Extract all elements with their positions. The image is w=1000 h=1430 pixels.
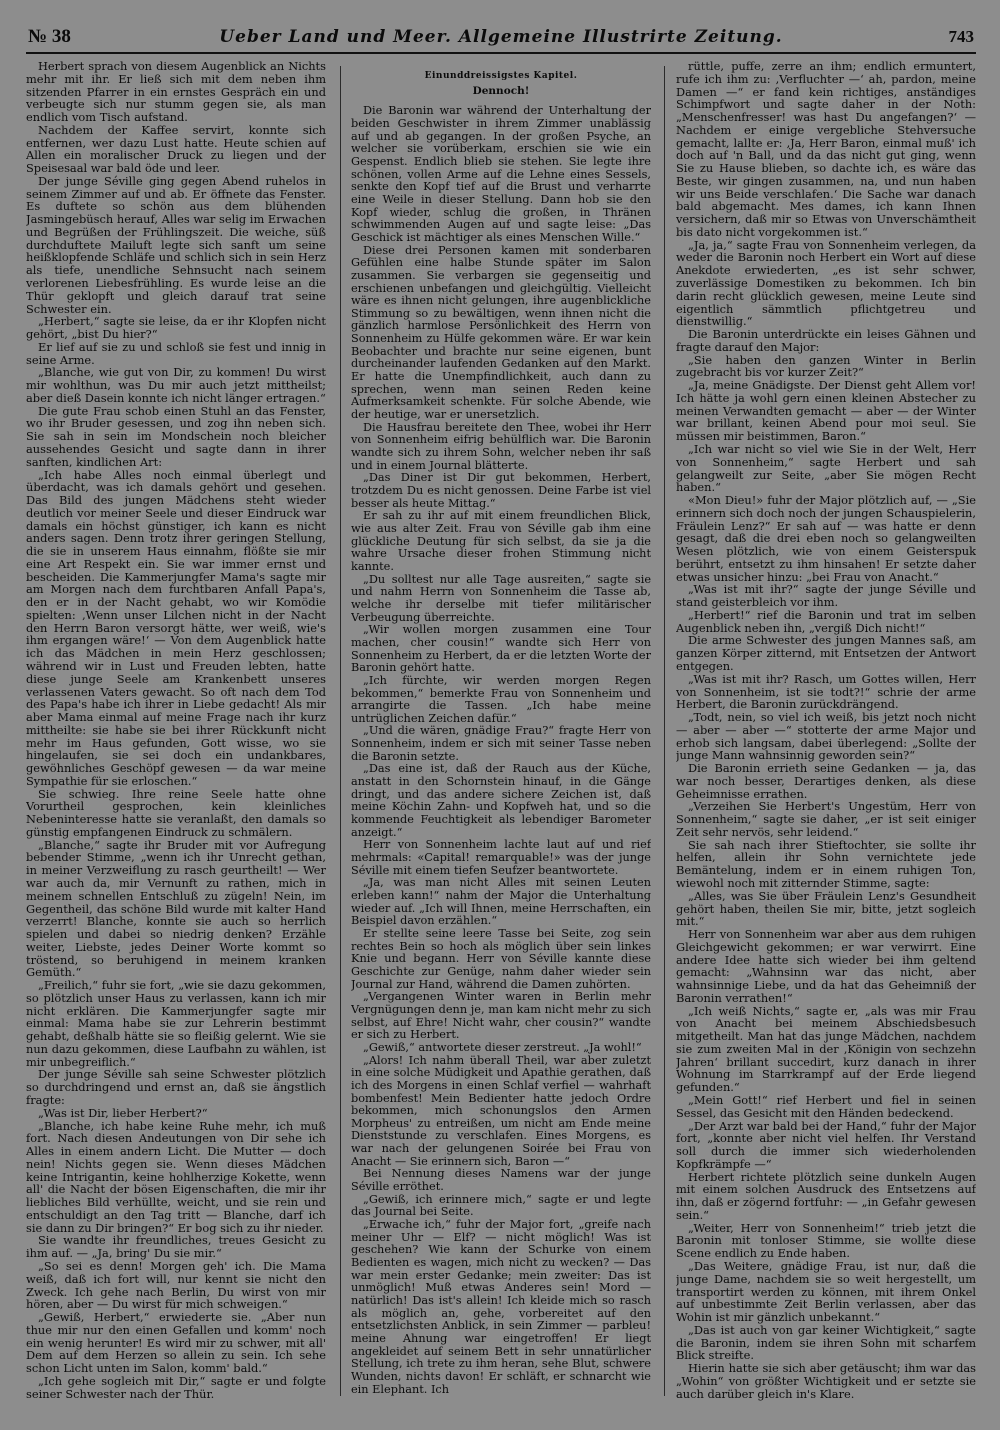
paragraph: „Das ist auch von gar keiner Wichtigkeit,“ sagte die Baronin, indem sie ihren Sohn mit scharfem Blick streifte. bbox=[676, 1322, 976, 1363]
chapter-subtitle: Dennoch! bbox=[472, 84, 530, 97]
chapter-body bbox=[351, 105, 651, 1396]
paragraph: Herr von Sonnenheim war aber aus dem ruhigen Gleichgewicht gekommen; er war verwirrt. Eine andere Idee hatte sich wieder bei ihm geltend gemacht: „Wahnsinn war das nicht, aber wahnsinnige Liebe, und da hat das Geheimniß der Baronin verrathen!“ bbox=[676, 927, 976, 1005]
paragraph: „Gewiß, ich erinnere mich,“ sagte er und legte das Journal bei Seite. bbox=[351, 1192, 651, 1219]
paragraph: „Wir wollen morgen zusammen eine Tour machen, cher cousin!“ wandte sich Herr von Sonnenheim zu Herbert, da er die letzten Worte der Baronin gehört hatte. bbox=[351, 623, 651, 675]
paragraph: „Was ist Dir, lieber Herbert?“ bbox=[38, 1105, 208, 1120]
paragraph: „Der Arzt war bald bei der Hand,“ fuhr der Major fort, „konnte aber nicht viel helfen. Ihr Verstand soll durch die immer sich wiederholenden Kopfkrämpfe —“ bbox=[676, 1118, 976, 1171]
paragraph: „Weiter, Herr von Sonnenheim!“ trieb jetzt die Baronin mit tonloser Stimme, sie wollte diese Scene endlich zu Ende haben. bbox=[676, 1220, 976, 1261]
paragraph: „Das Diner ist Dir gut bekommen, Herbert, trotzdem Du es nicht genossen. Deine Farbe ist viel besser als heute Mittag.“ bbox=[351, 471, 651, 510]
paragraph: Sie wandte ihr freundliches, treues Gesicht zu ihm auf. — „Ja, bring' Du sie mir.“ bbox=[26, 1233, 326, 1261]
paragraph: «Mon Dieu!» fuhr der Major plötzlich auf, — „Sie erinnern sich doch noch der jungen Schauspielerin, Fräulein Lenz?“ Er sah auf — was hatte er denn gesagt, daß die drei eben noch so gelangweilten Wesen plötzlich, wie von einem Geisterspuk berührt, entsetzt zu ihm hinsahen! Er setzte daher etwas unsicher hinzu: „bei Frau von Anacht.“ bbox=[676, 493, 976, 584]
paragraph: „Das eine ist, daß der Rauch aus der Küche, anstatt in den Schornstein hinauf, in die Gänge dringt, und das andere sichere Zeichen ist, daß meine Köchin Zahn- und Kopfweh hat, und so die kommende Feuchtigkeit als lebendiger Barometer anzeigt.“ bbox=[351, 762, 651, 839]
paragraph: „Blanche, ich habe keine Ruhe mehr, ich muß fort. Nach diesen Andeutungen von Dir sehe ich Alles in einem andern Licht. Die Mutter — doch nein! Nichts gegen sie. Wenn dieses Mädchen keine Intrigantin, keine hohlherzige Kokette, wenn all' die Nacht der bösen Eigenschaften, die mir ihr liebliches Bild verhüllte, weicht, und sie rein und entschuldigt an den Tag tritt — Blanche, darf ich sie dann zu Dir bringen?“ Er bog sich zu ihr nieder. bbox=[26, 1118, 326, 1235]
paragraph: rüttle, puffe, zerre an ihm; endlich ermuntert, rufe ich ihm zu: ‚Verfluchter —‘ ah, pardon, meine Damen —“ er fand kein richtiges, anständiges Schimpfwort und sagte daher in der Noth: „Menschenfresser! was hast Du angefangen?‘ — Nachdem er einige vergebliche Stehversuche gemacht, lallte er: ‚Ja, Herr Baron, einmal muß' ich doch auf 'n Ball, und da das nicht gut ging, wenn Sie zu Hause blieben, so dachte ich, es wäre das Beste, wir gingen zusammen, na, und nun haben wir uns Beide verschlafen.‘ Die Sache war danach bald abgemacht. Mes dames, ich kann Ihnen versichern, daß mir so Etwas von Unverschämtheit bis dato nicht vorgekommen ist.“ bbox=[676, 60, 976, 239]
paragraph: „Was ist mit ihr?“ sagte der junge Séville und stand geisterbleich vor ihm. bbox=[676, 582, 976, 610]
paragraph: „Ja, ja,“ sagte Frau von Sonnenheim verlegen, da weder die Baronin noch Herbert ein Wort auf diese Anekdote erwiederten, „es ist sehr schwer, zuverlässige Domestiken zu bekommen. Ich bin darin recht glücklich gewesen, meine Leute sind eigentlich sämmtlich pflichtgetreu und dienstwillig.“ bbox=[676, 237, 976, 329]
paragraph: „Ich habe Alles noch einmal überlegt und überdacht, was ich damals gehört und gesehen. Das Bild des jungen Mädchens steht wieder deutlich vor meiner Seele und dieser Eindruck war damals ein höchst günstiger, ich kann es nicht anders sagen. Denn trotz ihrer geringen Stellung, die sie in unserem Haus einnahm, flößte sie mir eine Art Respekt ein. Sie war immer ernst und bescheiden. Die Kammerjungfer Mama's sagte mir am Morgen nach dem furchtbaren Anfall Papa's, den er in der Nacht gehabt, wo wir Komödie spielten: ‚Wenn unser Lilchen nicht in der Nacht den Herrn Baron versorgt hätte, wer weiß, wie's ihm ergangen wäre!‘ — Von dem Augenblick hatte ich das Mädchen in mein Herz geschlossen; während wir in Lust und Freuden lebten, hatte diese junge Seele am Krankenbett unseres verlassenen Vaters gewacht. So oft nach dem Tod des Papa's habe ich ihrer in Liebe gedacht! Als mir aber Mama einmal auf meine Frage nach ihr kurz mittheilte: sie habe sie bei ihrer Rückkunft nicht mehr im Haus gefunden, Gott wisse, wo sie hingelaufen, sie sei doch ein undankbares, gewöhnliches Geschöpf gewesen — da war meine Sympathie für sie erloschen.“ bbox=[26, 467, 326, 788]
paragraph: Die Baronin unterdrückte ein leises Gähnen und fragte darauf den Major: bbox=[676, 327, 976, 354]
paragraph: Die Baronin war während der Unterhaltung der beiden Geschwister in ihrem Zimmer unablässig auf und ab gegangen. In der großen Psyche, an welcher sie vorüberkam, erschien sie wie ein Gespenst. Endlich blieb sie stehen. Sie legte ihre schönen, vollen Arme auf die Lehne eines Sessels, senkte den Kopf tief auf die Brust und verharrte eine Weile in dieser Stellung. Dann hob sie den Kopf wieder, schlug die großen, in Thränen schwimmenden Augen auf und sagte leise: „Das Geschick ist mächtiger als eines Menschen Wille.“ bbox=[351, 104, 651, 244]
column-right bbox=[676, 60, 976, 1405]
paragraph: „Ich gehe sogleich mit Dir,“ sagte er und folgte seiner Schwester nach der Thür. bbox=[26, 1373, 326, 1401]
paragraph: Sie sah nach ihrer Stieftochter, sie sollte ihr helfen, allein ihr Sohn vernichtete jede Bemäntelung, indem er in einem ruhigen Ton, wiewohl noch mit zitternder Stimme, sagte: bbox=[676, 837, 976, 890]
paragraph: „Gewiß, Herbert,“ erwiederte sie. „Aber nun thue mir nur den einen Gefallen und komm' noch ein wenig herunter! Es wird mir zu schwer, mit all' Dem auf dem Herzen so allein zu sein. Ich sehe schon Licht unten im Salon, komm' bald.“ bbox=[26, 1310, 326, 1376]
paragraph: Hierin hatte sie sich aber getäuscht; ihm war das „Wohin“ von größter Wichtigkeit und er setzte sie auch darüber gleich in's Klare. bbox=[676, 1361, 976, 1401]
text-columns bbox=[26, 60, 976, 1405]
paragraph: „Vergangenen Winter waren in Berlin mehr Vergnügungen denn je, man kam nicht mehr zu sich selbst, auf Ehre! Nicht wahr, cher cousin?“ wandte er sich zu Herbert. bbox=[351, 990, 651, 1042]
paragraph: „Blanche,“ sagte ihr Bruder mit vor Aufregung bebender Stimme, „wenn ich ihr Unrecht gethan, in meiner Verzweiflung zu rasch geurtheilt! — Wer war auch da, mir Vernunft zu rathen, mich in meinem schnellen Entschluß zu zügeln! Nein, im Gegentheil, das schöne Bild wurde mit kalter Hand verzerrt! Blanche, konnte sie auch so herrlich spielen und dabei so niedrig denken? Erzähle weiter, Liebste, jedes Deiner Worte kommt so tröstend, so beruhigend in meinem kranken Gemüth.“ bbox=[26, 837, 326, 980]
paragraph: „Alles, was Sie über Fräulein Lenz's Gesundheit gehört haben, theilen Sie mir, bitte, jetzt sogleich mit.“ bbox=[676, 888, 976, 929]
masthead bbox=[26, 24, 976, 54]
paragraph: Er stellte seine leere Tasse bei Seite, zog sein rechtes Bein so hoch als möglich über sein linkes Knie und begann. Herr von Séville kannte diese Geschichte zur Genüge, nahm daher wieder sein Journal zur Hand, während die Damen zuhörten. bbox=[351, 926, 651, 991]
column-middle bbox=[351, 60, 651, 1405]
paragraph: „Verzeihen Sie Herbert's Ungestüm, Herr von Sonnenheim,“ sagte sie daher, „er ist seit einiger Zeit sehr nervös, sehr leidend.“ bbox=[676, 799, 976, 839]
paragraph: „So sei es denn! Morgen geh' ich. Die Mama weiß, daß ich fort will, nur kennt sie nicht den Zweck. Ich gehe nach Berlin, Du wirst von mir hören, aber — Du wirst für mich schweigen.“ bbox=[26, 1258, 326, 1312]
chapter-title: Einunddreissigstes Kapitel. bbox=[424, 71, 578, 81]
paragraph: „Gewiß,“ antwortete dieser zerstreut. „Ja wohl!“ bbox=[363, 1040, 642, 1054]
column-left bbox=[26, 60, 326, 1405]
paragraph: „Freilich,“ fuhr sie fort, „wie sie dazu gekommen, so plötzlich unser Haus zu verlassen, kann ich mir nicht erklären. Die Kammerjungfer sagte mir einmal: Mama habe sie zur Lehrerin bestimmt gehabt, deßhalb hätte sie so fleißig gelernt. Wie sie nun dazu gekommen, diese Laufbahn zu wählen, ist mir unbegreiflich.“ bbox=[26, 978, 326, 1069]
paragraph: Die Baronin errieth seine Gedanken — ja, das war noch besser, Derartiges denken, als diese Geheimnisse errathen. bbox=[676, 761, 976, 801]
paragraph: Er sah zu ihr auf mit einem freundlichen Blick, wie aus alter Zeit. Frau von Séville gab ihm eine glückliche Deutung für sich selbst, da sie ja die wahre Ursache dieser frohen Stimmung nicht kannte. bbox=[351, 509, 651, 573]
paragraph: Die gute Frau schob einen Stuhl an das Fenster, wo ihr Bruder gesessen, und zog ihn neben sich. Sie sah in sein im Mondschein noch bleicher aussehendes Gesicht und sagte dann in ihrer sanften, kindlichen Art: bbox=[26, 403, 326, 469]
paragraph: Der junge Séville sah seine Schwester plötzlich so durchdringend und ernst an, daß sie ängstlich fragte: bbox=[26, 1067, 326, 1108]
paragraph: Herr von Sonnenheim lachte laut auf und rief mehrmals: «Capital! remarquable!» was der junge Séville mit einem tiefen Seufzer beantwortete. bbox=[351, 838, 651, 877]
paragraph: „Alors! Ich nahm überall Theil, war aber zuletzt in eine solche Müdigkeit und Apathie gerathen, daß ich des Morgens in einen Schlaf verfiel — wahrhaft bombenfest! Mein Bedienter hatte jedoch Ordre bekommen, mich schonungslos den Armen Morpheus' zu entreißen, um nicht am Ende meine Dienststunde zu verschlafen. Eines Morgens, es war nach der gelungenen Soirée bei Frau von Anacht — Sie erinnern sich, Baron —“ bbox=[351, 1053, 651, 1168]
paragraph: Nachdem der Kaffee servirt, konnte sich entfernen, wer dazu Lust hatte. Heute schien auf Allen ein moralischer Druck zu liegen und der Speisesaal war bald öde und leer. bbox=[26, 122, 326, 176]
paragraph: Herbert richtete plötzlich seine dunkeln Augen mit einem solchen Ausdruck des Entsetzens auf ihn, daß er zögernd fortfuhr: — „in Gefahr gewesen sein.“ bbox=[676, 1169, 976, 1222]
paragraph: „Mein Gott!“ rief Herbert und fiel in seinen Sessel, das Gesicht mit den Händen bedeckend. bbox=[676, 1093, 976, 1120]
paragraph: „Sie haben den ganzen Winter in Berlin zugebracht bis vor kurzer Zeit?“ bbox=[676, 352, 976, 380]
paragraph: „Was ist mit ihr? Rasch, um Gottes willen, Herr von Sonnenheim, ist sie todt?!“ schrie der arme Herbert, die Baronin zurückdrängend. bbox=[676, 671, 976, 712]
page-number: 743 bbox=[948, 27, 974, 46]
paragraph: „Ja, was man nicht Alles mit seinen Leuten erleben kann!“ nahm der Major die Unterhaltung wieder auf. „Ich will Ihnen, meine Herrschaften, ein Beispiel davon erzählen.“ bbox=[351, 876, 651, 928]
paragraph: „Ja, meine Gnädigste. Der Dienst geht Allem vor! Ich hätte ja wohl gern einen kleinen Abstecher zu meinen Verwandten gemacht — aber — der Winter war brillant, keinen Abend pour moi seul. Sie müssen mir beistimmen, Baron.“ bbox=[676, 378, 976, 444]
column-divider bbox=[664, 66, 665, 1396]
paragraph: „Und die wären, gnädige Frau?“ fragte Herr von Sonnenheim, indem er sich mit seiner Tasse neben die Baronin setzte. bbox=[351, 724, 651, 763]
paragraph: Sie schwieg. Ihre reine Seele hatte ohne Vorurtheil gesprochen, kein kleinliches Nebeninteresse hatte sie veranlaßt, den damals so günstig empfangenen Eindruck zu schmälern. bbox=[26, 786, 326, 839]
paragraph: „Erwache ich,“ fuhr der Major fort, „greife nach meiner Uhr — Elf? — nicht möglich! Was ist geschehen? Wie kann der Schurke von einem Bedienten es wagen, mich nicht zu wecken? — Das war mein erster Gedanke; mein zweiter: Das ist unmöglich! Muß etwas Anderes sein! Mord — natürlich! Das ist's allein! Ich kleide mich so rasch als möglich an, gehe, vorbereitet auf den entsetzlichsten Anblick, in sein Zimmer — parbleu! meine Ahnung war eingetroffen! Er liegt angekleidet auf seinem Bett in sehr unnatürlicher Stellung, ich trete zu ihm heran, sehe Blut, schwere Wunden, nichts davon! Er schläft, er schnarcht wie ein Elephant. Ich bbox=[351, 1218, 651, 1396]
paragraph: „Herbert!“ rief die Baronin und trat im selben Augenblick neben ihn, „vergiß Dich nicht!“ bbox=[676, 607, 976, 635]
paragraph: „Blanche, wie gut von Dir, zu kommen! Du wirst mir wohlthun, was Du mir auch jetzt mittheilst; aber dieß Dasein konnte ich nicht länger ertragen.“ bbox=[26, 365, 326, 405]
paragraph: „Herbert,“ sagte sie leise, da er ihr Klopfen nicht gehört, „bist Du hier?“ bbox=[26, 314, 326, 342]
paragraph: Herbert sprach von diesem Augenblick an Nichts mehr mit ihr. Er ließ sich mit dem neben ihm sitzenden Pfarrer in ein ernstes Gespräch ein und verbeugte sich nur stumm gegen sie, als man endlich vom Tisch aufstand. bbox=[26, 60, 326, 125]
newspaper-title: Ueber Land und Meer. Allgemeine Illustrirte Zeitung. bbox=[219, 27, 783, 47]
issue-number: № 38 bbox=[28, 26, 71, 47]
paragraph: „Ich weiß Nichts,“ sagte er, „als was mir Frau von Anacht bei meinem Abschiedsbesuch mitgetheilt. Man hat das junge Mädchen, nachdem sie zum zweiten Mal in der ‚Königin von sechzehn Jahren‘ brillant succedirt, kurz danach in ihrer Wohnung im Starrkrampf auf der Erde liegend gefunden.“ bbox=[676, 1003, 976, 1095]
column-divider bbox=[340, 66, 341, 1396]
paragraph: Der junge Séville ging gegen Abend ruhelos in seinem Zimmer auf und ab. Er öffnete das Fenster. Es duftete so schön aus dem blühenden Jasmingebüsch herauf, Alles war selig im Erwachen und Begrüßen der Frühlingszeit. Die weiche, süß durchduftete Mailuft legte sich sanft um seine heißklopfende Schläfe und schlich sich in sein Herz als tiefe, unendliche Sehnsucht nach seinem verlorenen Liebesfrühling. Es wurde leise an die Thür geklopft und gleich darauf trat seine Schwester ein. bbox=[26, 173, 326, 316]
paragraph: Die arme Schwester des jungen Mannes saß, am ganzen Körper zitternd, mit Entsetzen der Antwort entgegen. bbox=[676, 633, 976, 673]
paragraph: Er lief auf sie zu und schloß sie fest und innig in seine Arme. bbox=[26, 339, 326, 367]
paragraph: „Todt, nein, so viel ich weiß, bis jetzt noch nicht — aber — aber —“ stotterte der arme Major und erhob sich langsam, dabei überlegend: „Sollte der junge Mann wahnsinnig geworden sein?“ bbox=[676, 710, 976, 763]
paragraph: Bei Nennung dieses Namens war der junge Séville erröthet. bbox=[351, 1167, 651, 1194]
paragraph: Diese drei Personen kamen mit sonderbaren Gefühlen eine halbe Stunde später im Salon zusammen. Sie verbargen sie gegenseitig und erschienen unbefangen und gleichgültig. Vielleicht wäre es ihnen nicht gelungen, ihre augenblickliche Stimmung so zu bewältigen, wenn ihnen nicht die gänzlich harmlose Persönlichkeit des Herrn von Sonnenheim zu Hülfe gekommen wäre. Er war kein Beobachter und brachte nur seine eigenen, bunt durcheinander laufenden Gedanken auf den Markt. Er hatte die Unempfindlichkeit, auch dann zu sprechen, wenn man seinen Reden keine Aufmerksamkeit schenkte. Für solche Abende, wie der heutige, war er unersetzlich. bbox=[351, 243, 651, 422]
paragraph: „Du solltest nur alle Tage ausreiten,“ sagte sie und nahm Herrn von Sonnenheim die Tasse ab, welche ihr derselbe mit tiefer militärischer Verbeugung überreichte. bbox=[351, 572, 651, 624]
paragraph: „Ich war nicht so viel wie Sie in der Welt, Herr von Sonnenheim,“ sagte Herbert und sah gelangweilt zur Seite, „aber Sie mögen Recht haben.“ bbox=[676, 441, 976, 495]
paragraph: „Das Weitere, gnädige Frau, ist nur, daß die junge Dame, nachdem sie so weit hergestellt, um transportirt werden zu können, mit ihrem Onkel auf unbestimmte Zeit Berlin verlassen, aber das Wohin ist mir gänzlich unbekannt.“ bbox=[676, 1258, 976, 1325]
paragraph: Die Hausfrau bereitete den Thee, wobei ihr Herr von Sonnenheim eifrig behülflich war. Die Baronin wandte sich zu ihrem Sohn, welcher neben ihr saß und in einem Journal blätterte. bbox=[351, 420, 651, 472]
paragraph: „Ich fürchte, wir werden morgen Regen bekommen,“ bemerkte Frau von Sonnenheim und arrangirte die Tassen. „Ich habe meine untrüglichen Zeichen dafür.“ bbox=[351, 673, 651, 725]
